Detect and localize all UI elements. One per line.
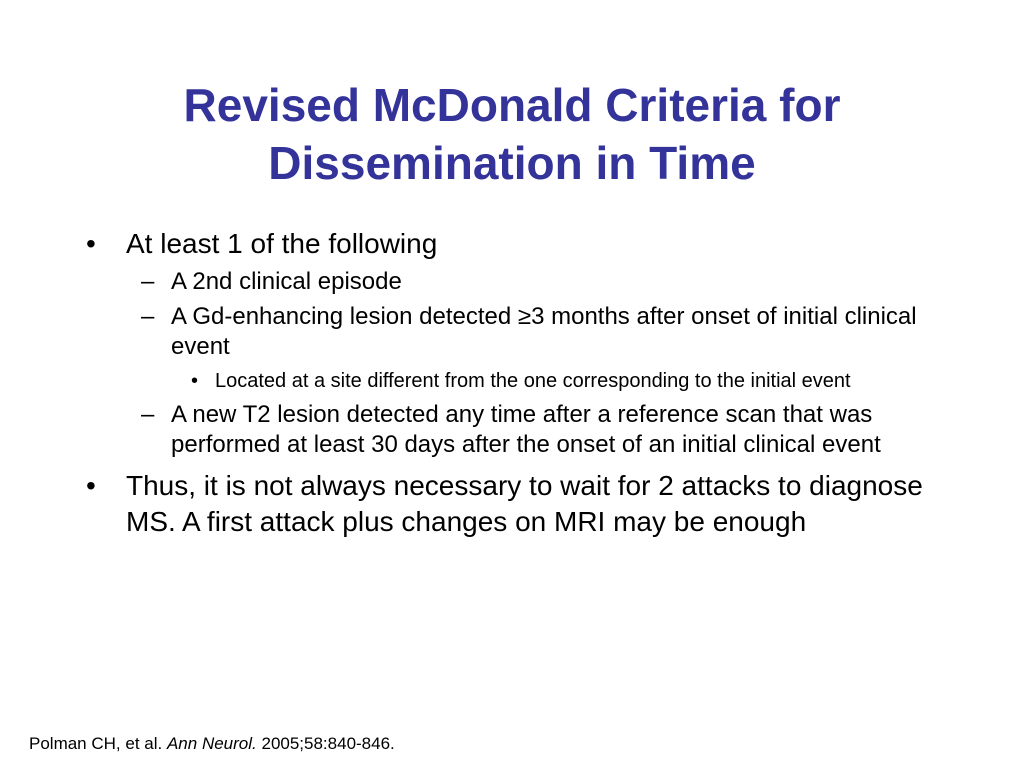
sub-sub-bullet-site [86, 368, 966, 394]
bullet-conclusion [86, 468, 966, 540]
bullet-at-least-one [86, 226, 966, 262]
dash-marker: – [141, 303, 155, 330]
bullet-text: At least 1 of the following [126, 228, 438, 259]
slide-body [86, 226, 966, 540]
dash-marker: – [141, 268, 155, 295]
sub-bullet-t2-lesion [86, 400, 966, 460]
title-line-1: Revised McDonald Criteria for [183, 79, 841, 131]
sub-bullet-text: A 2nd clinical episode [171, 268, 402, 295]
slide-title [60, 76, 964, 192]
bullet-text: Thus, it is not always necessary to wait for 2 attacks to diagnose MS. A first attack plus changes on MRI may be enough [126, 470, 923, 537]
citation-details: 2005;58:840-846. [261, 734, 395, 753]
citation-authors: Polman CH, et al. [29, 734, 163, 753]
sub-sub-bullet-text: Located at a site different from the one corresponding to the initial event [215, 370, 851, 392]
sub-bullet-text: A Gd-enhancing lesion detected ≥3 months after onset of initial clinical event [171, 303, 917, 360]
citation-journal: Ann Neurol. [166, 734, 257, 753]
sub-bullet-second-episode [86, 267, 966, 297]
dash-marker: – [141, 401, 155, 428]
bullet-marker: • [86, 228, 96, 259]
title-line-2: Dissemination in Time [268, 137, 756, 189]
bullet-marker: • [191, 370, 199, 392]
sub-bullet-gd-lesion [86, 302, 966, 362]
bullet-marker: • [86, 470, 96, 501]
citation [29, 733, 395, 755]
sub-bullet-text: A new T2 lesion detected any time after a reference scan that was performed at least 30 days after the onset of an initial clinical event [171, 401, 881, 458]
